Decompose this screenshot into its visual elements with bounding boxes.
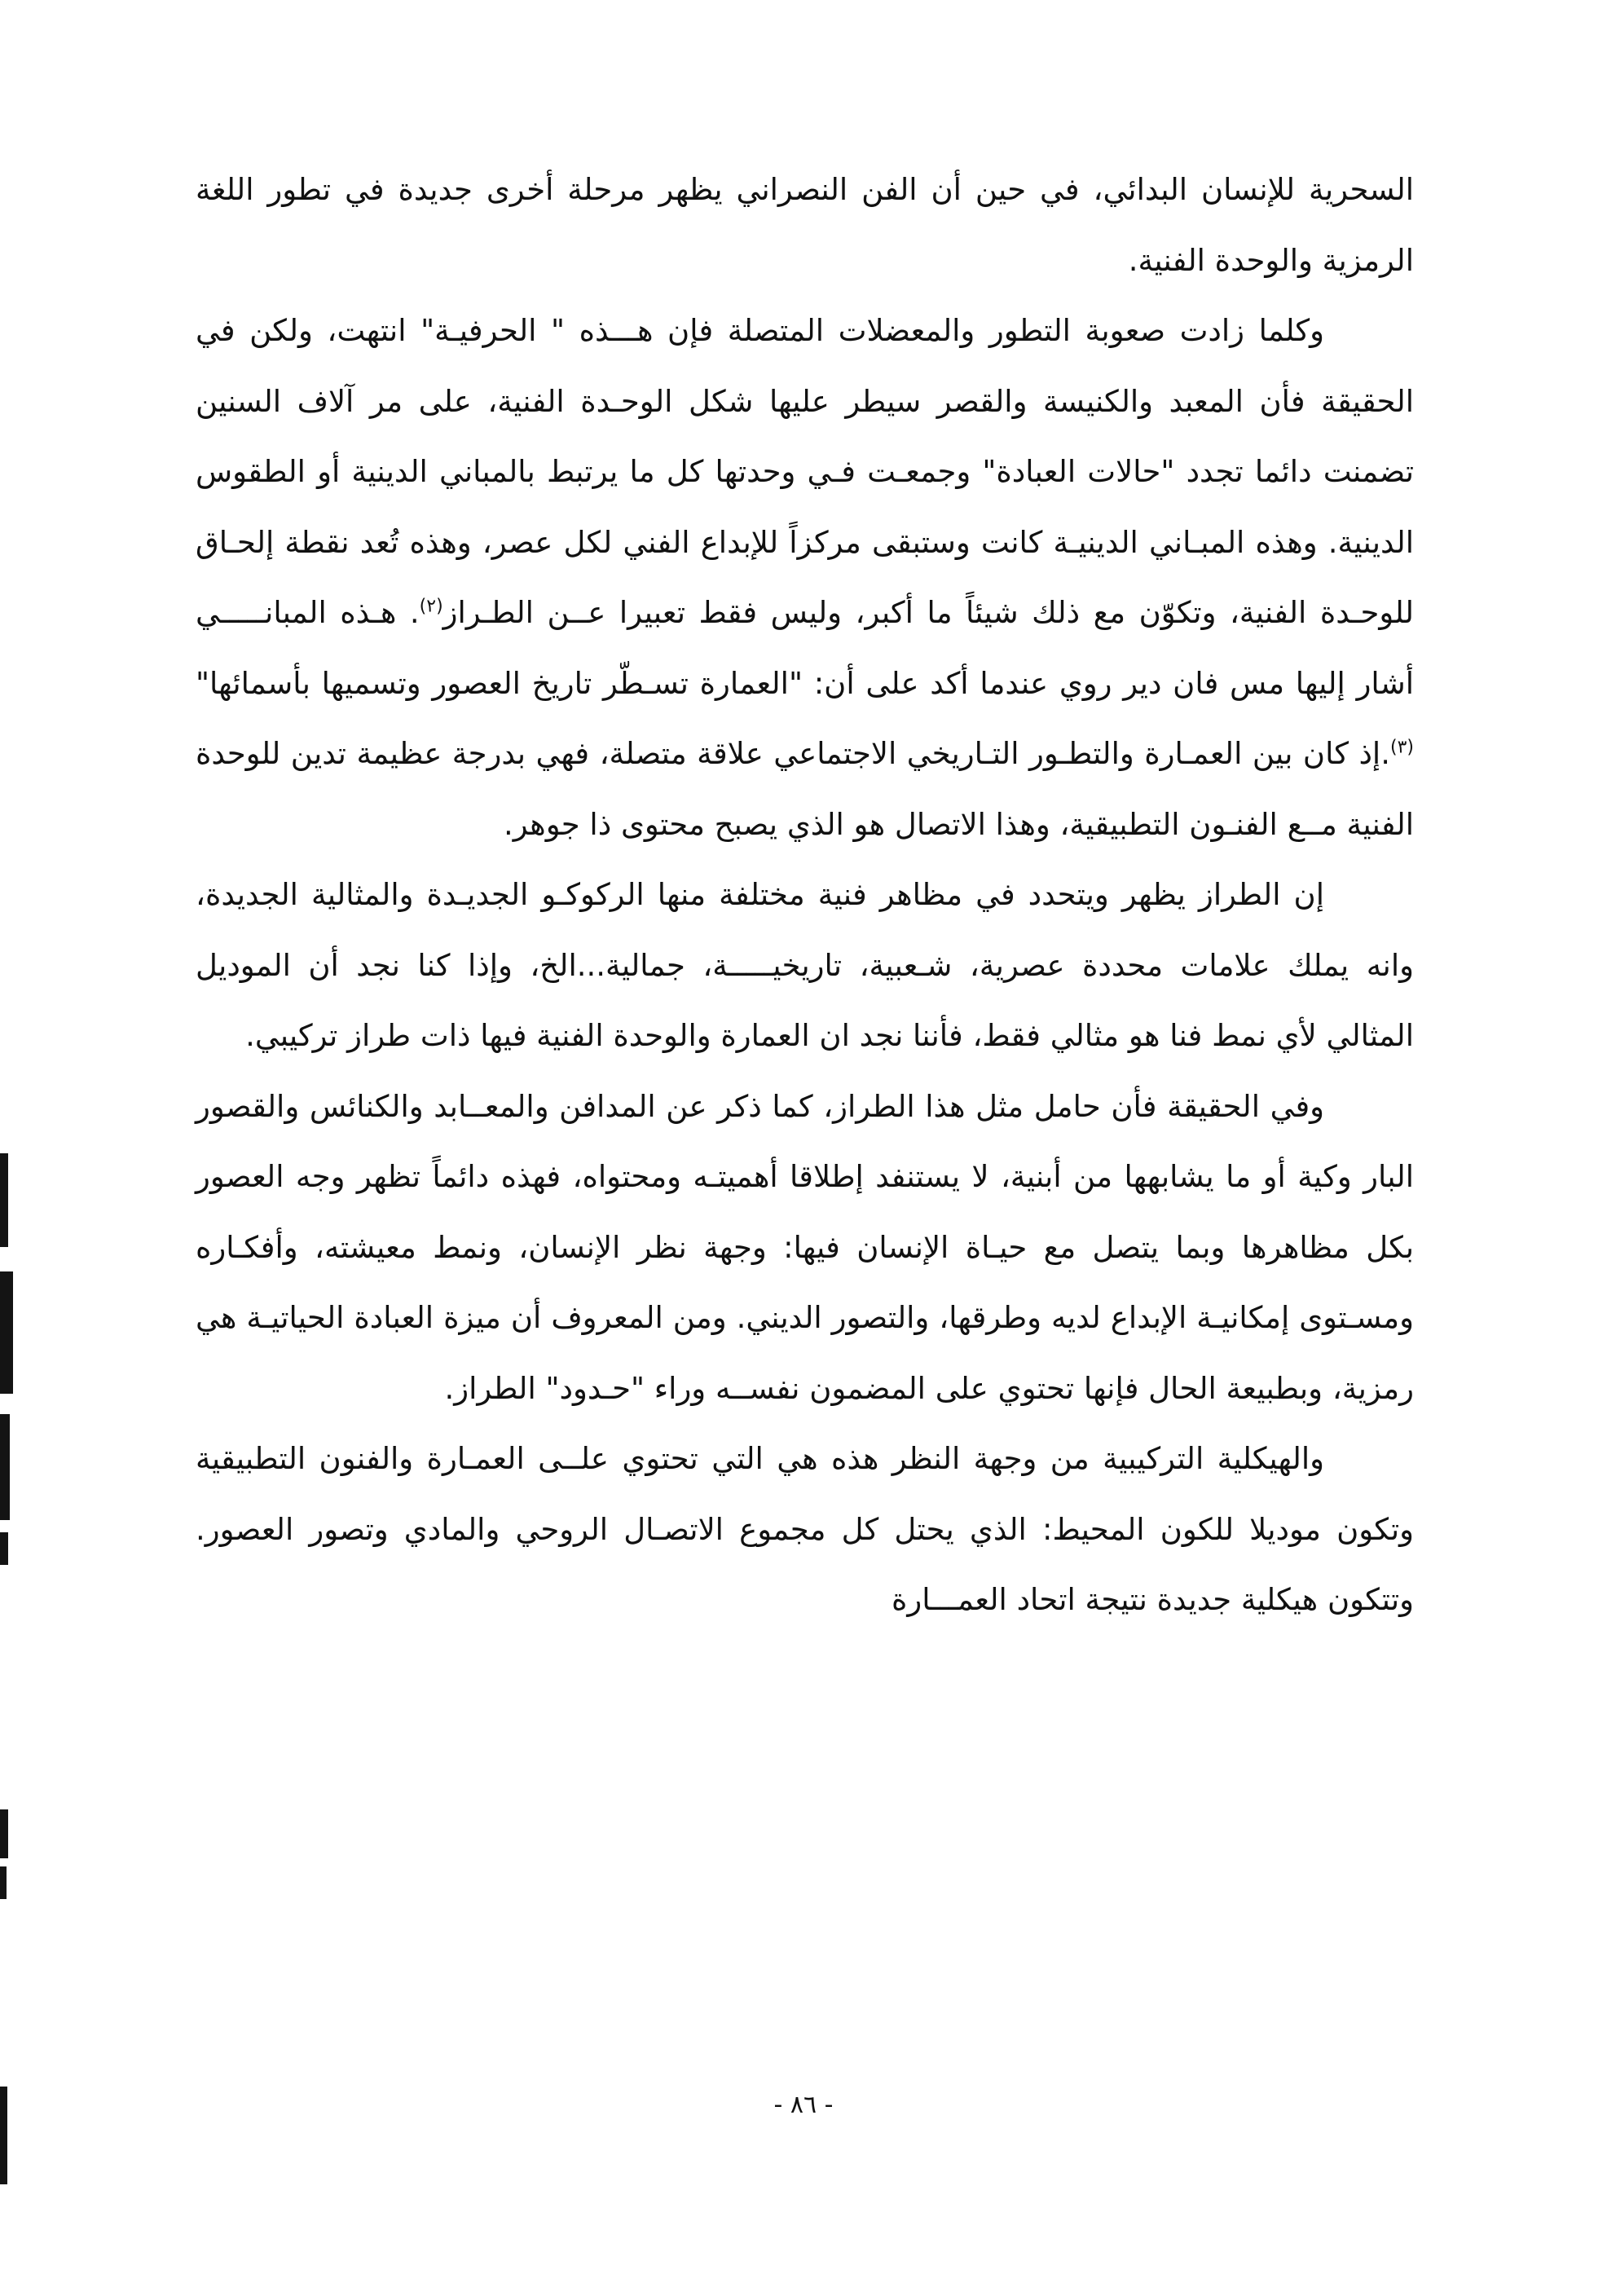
paragraph-text: . هـذه المبانـــــي أشار إليها مس فان دير روي عندما أكد على أن: "العمارة تسـطّر تاريخ العصور وتسميها بأسمائها" (196, 595, 1414, 701)
scan-edge-mark (0, 1532, 8, 1565)
scan-edge-mark (0, 2087, 7, 2184)
page-number: - ٨٦ - (773, 2091, 834, 2119)
paragraph-text: وكلما زادت صعوبة التطور والمعضلات المتصلة فإن هـــذه " الحرفيـة" انتهت، ولكن في الحقيقة فأن المعبد والكنيسة والقصر سيطر عليها شكل الوحـدة الفنية، على مر آلاف السنين تضمنت دائما تجدد "حالات العبادة" وجمعـت فـي وحدتها كل ما يرتبط بالمباني الدينية أو الطقوس الدينية. وهذه المبـاني الدينيـة كانت وستبقى مركزاً للإبداع الفني لكل عصر، وهذه تُعد نقطة إلحـاق للوحـدة الفنية، وتكوّن مع ذلك شيئاً ما أكبر، وليس فقط تعبيرا عــن الطـراز (196, 313, 1414, 630)
paragraph-2 (196, 296, 1414, 860)
footnote-ref-2: (٢) (419, 596, 443, 617)
scan-edge-mark (0, 1271, 13, 1394)
scan-edge-mark (0, 1866, 7, 1899)
paragraph-text: السحرية للإنسان البدائي، في حين أن الفن النصراني يظهر مرحلة أخرى جديدة في تطور اللغة الرمزية والوحدة الفنية. (196, 172, 1414, 278)
scan-edge-mark (0, 1809, 8, 1858)
paragraph-text: إن الطراز يظهر ويتحدد في مظاهر فنية مختلفة منها الركوكـو الجديـدة والمثالية الجديدة، وانه يملك علامات محددة عصرية، شـعبية، تاريخيـــــة، جمالية...الخ، وإذا كنا نجد أن الموديل المثالي لأي نمط فنا هو مثالي فقط، فأننا نجد ان العمارة والوحدة الفنية فيها ذات طراز تركيبي. (196, 877, 1414, 1053)
paragraph-3 (196, 860, 1414, 1072)
footnote-ref-3: (٣) (1389, 737, 1414, 758)
paragraph-text: .إذ كان بين العمـارة والتطـور التـاريخي الاجتماعي علاقة متصلة، فهي بدرجة عظيمة تدين للوحدة الفنية مــع الفنـون التطبيقية، وهذا الاتصال هو الذي يصبح محتوى ذا جوهر. (196, 736, 1414, 842)
paragraph-5 (196, 1424, 1414, 1636)
paragraph-1 (196, 155, 1414, 296)
paragraph-text: وفي الحقيقة فأن حامل مثل هذا الطراز، كما ذكر عن المدافن والمعــابد والكنائس والقصور البار وكية أو ما يشابهها من أبنية، لا يستنفد إطلاقا أهميتـه ومحتواه، فهذه دائماً تظهر وجه العصور بكل مظاهرها وبما يتصل مع حيـاة الإنسان فيها: وجهة نظر الإنسان، ونمط معيشته، وأفكـاره ومسـتوى إمكانيـة الإبداع لديه وطرقها، والتصور الديني. ومن المعروف أن ميزة العبادة الحياتيـة هي رمزية، وبطبيعة الحال فإنها تحتوي على المضمون نفســه وراء "حـدود" الطراز. (196, 1088, 1414, 1406)
paragraph-text: والهيكلية التركيبية من وجهة النظر هذه هي التي تحتوي علــى العمـارة والفنون التطبيقية وتكون موديلا للكون المحيط: الذي يحتل كل مجموع الاتصـال الروحي والمادي وتصور العصور. وتتكون هيكلية جديدة نتيجة اتحاد العمـــارة (196, 1441, 1414, 1617)
scan-edge-mark (0, 1414, 10, 1520)
paragraph-4 (196, 1072, 1414, 1425)
scan-edge-mark (0, 1153, 8, 1247)
body-text (196, 155, 1414, 1636)
